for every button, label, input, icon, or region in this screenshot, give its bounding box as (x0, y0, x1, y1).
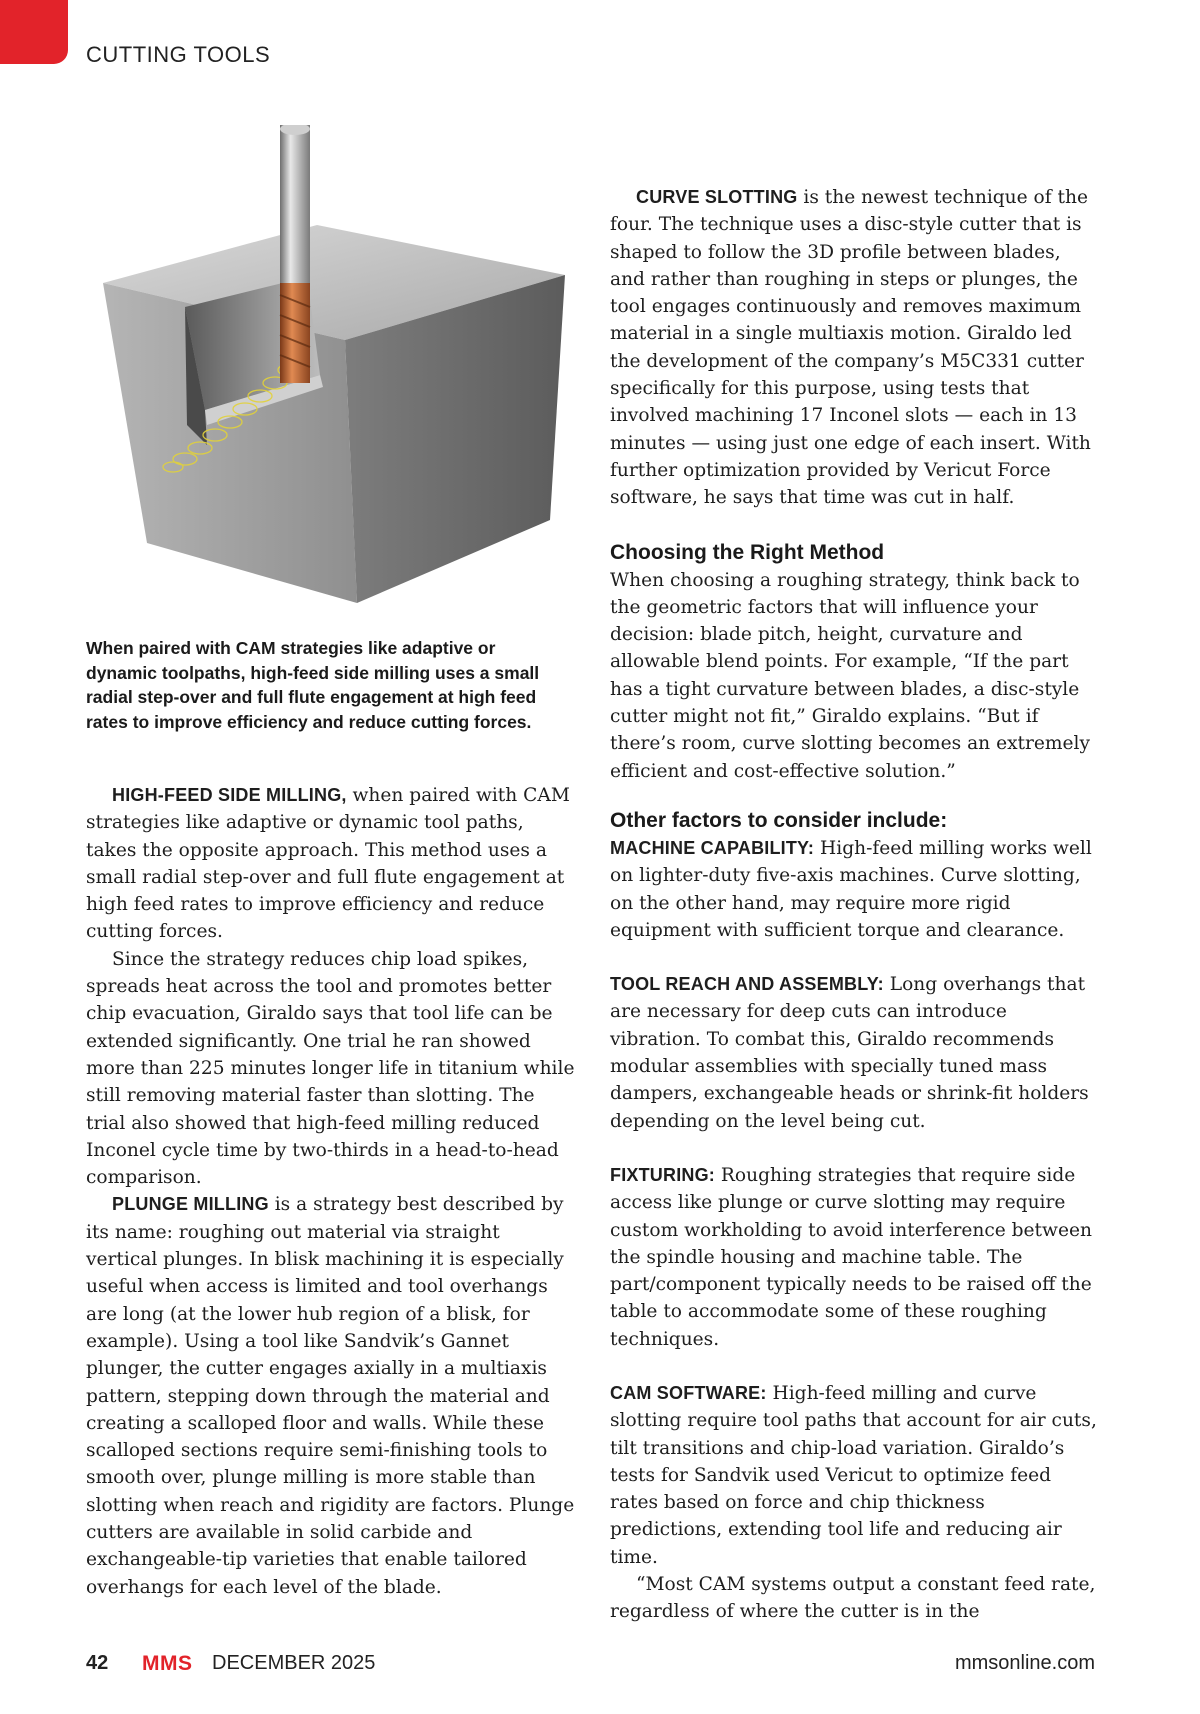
website-link[interactable]: mmsonline.com (954, 1652, 1095, 1674)
paragraph-machine-capability (610, 835, 1100, 944)
figure-caption: When paired with CAM strategies like adaptive or dynamic toolpaths, high-feed side milling uses a small radial step-over and full flute engagement at high feed rates to improve efficiency and reduce cutting forces. (86, 638, 540, 732)
paragraph-text: is a strategy best described by its name: roughing out material via straight vertical plunges. In blisk machining it is especially useful when access is limited and tool overhangs are long (at the lower hub region of a blisk, for example). Using a tool like Sandvik’s Gannet plunger, the cutter engages axially in a multiaxis pattern, stepping down through the material and creating a scalloped floor and walls. While these scalloped sections require semi-finishing tools to smooth over, plunge milling is more stable than slotting when reach and rigidity are factors. Plunge cutters are available in solid carbide and exchangeable-tip varieties that enable tailored overhangs for each level of the blade. (86, 1194, 575, 1598)
left-column (86, 782, 576, 1601)
paragraph-text: High-feed milling and curve slotting require tool paths that account for air cuts, tilt transitions and chip-load variation. Giraldo’s tests for Sandvik used Vericut to optimize feed rates based on force and chip thickness predictions, extending tool life and reducing air time. (610, 1382, 1097, 1568)
issue-date: DECEMBER 2025 (212, 1652, 376, 1674)
paragraph-tool-life: Since the strategy reduces chip load spikes, spreads heat across the tool and promotes better chip evacuation, Giraldo says that tool life can be extended significantly. One trial he ran showed more than 225 minutes longer life in titanium while still removing material faster than slotting. The trial also showed that high-feed milling reduced Inconel cycle time by two-thirds in a head-to-head comparison. (86, 948, 575, 1189)
paragraph-text: High-feed milling works well on lighter-duty five-axis machines. Curve slotting, on the other hand, may require more rigid equipment with sufficient torque and clearance. (610, 837, 1092, 941)
lead-curve-slotting: CURVE SLOTTING (636, 187, 798, 207)
subheading-choosing-right-method: Choosing the Right Method (610, 540, 885, 564)
section-color-tab (0, 0, 68, 64)
lead-cam-software: CAM SOFTWARE: (610, 1382, 767, 1403)
paragraph-text: is the newest technique of the four. The technique uses a disc-style cutter that is shaped to follow the 3D profile between blades, and rather than roughing in steps or plunges, the tool engages continuously and removes maximum material in a single multiaxis motion. Giraldo led the development of the company’s M5C331 cutter specifically for this purpose, using tests that involved machining 17 Inconel slots — each in 13 minutes — using just one edge of each insert. With further optimization provided by Vericut Force software, he says that time was cut in half. (610, 187, 1091, 509)
brand-logo: MMS (142, 1652, 193, 1675)
endmill-in-block-illustration (95, 125, 570, 630)
paragraph-text: Long overhangs that are necessary for deep cuts can introduce vibration. To combat this, Giraldo recommends modular assemblies with specially tuned mass dampers, exchangeable heads or shrink-fit holders depending on the level being cut. (610, 974, 1089, 1132)
paragraph-high-feed-side-milling (86, 782, 576, 946)
page-number: 42 (86, 1652, 109, 1674)
lead-tool-reach: TOOL REACH AND ASSEMBLY: (610, 974, 884, 995)
subheading-other-factors: Other factors to consider include: (610, 808, 948, 832)
lead-plunge-milling: PLUNGE MILLING (112, 1194, 269, 1215)
right-column (610, 184, 1100, 1626)
paragraph-fixturing (610, 1162, 1100, 1353)
paragraph-cam-software (610, 1380, 1100, 1571)
paragraph-cam-systems-quote: “Most CAM systems output a constant feed rate, regardless of where the cutter is in the (610, 1574, 1096, 1623)
paragraph-text: when paired with CAM strategies like adaptive or dynamic tool paths, takes the opposite approach. This method uses a small radial step-over and full flute engagement at high feed rates to improve efficiency and reduce cutting forces. (86, 785, 570, 943)
paragraph-text: Roughing strategies that require side access like plunge or curve slotting may require custom workholding to avoid interference between the spindle housing and machine table. The part/component typically needs to be raised off the table to accommodate some of these roughing techniques. (610, 1164, 1092, 1350)
paragraph-tool-reach (610, 971, 1100, 1135)
paragraph-choosing-strategy: When choosing a roughing strategy, think back to the geometric factors that will influence your decision: blade pitch, height, curvature and allowable blend points. For example, “If the part has a tight curvature between blades, a disc-style cutter might not fit,” Giraldo explains. “But if there’s room, curve slotting becomes an extremely efficient and cost-effective solution.” (610, 569, 1091, 782)
lead-machine-capability: MACHINE CAPABILITY: (610, 837, 815, 858)
paragraph-curve-slotting (610, 184, 1100, 512)
page-footer (86, 1652, 1095, 1680)
section-label: CUTTING TOOLS (86, 42, 271, 67)
figure-illustration (95, 125, 570, 630)
lead-fixturing: FIXTURING: (610, 1164, 715, 1185)
paragraph-plunge-milling (86, 1191, 576, 1600)
lead-high-feed-side-milling: HIGH-FEED SIDE MILLING, (112, 785, 347, 805)
